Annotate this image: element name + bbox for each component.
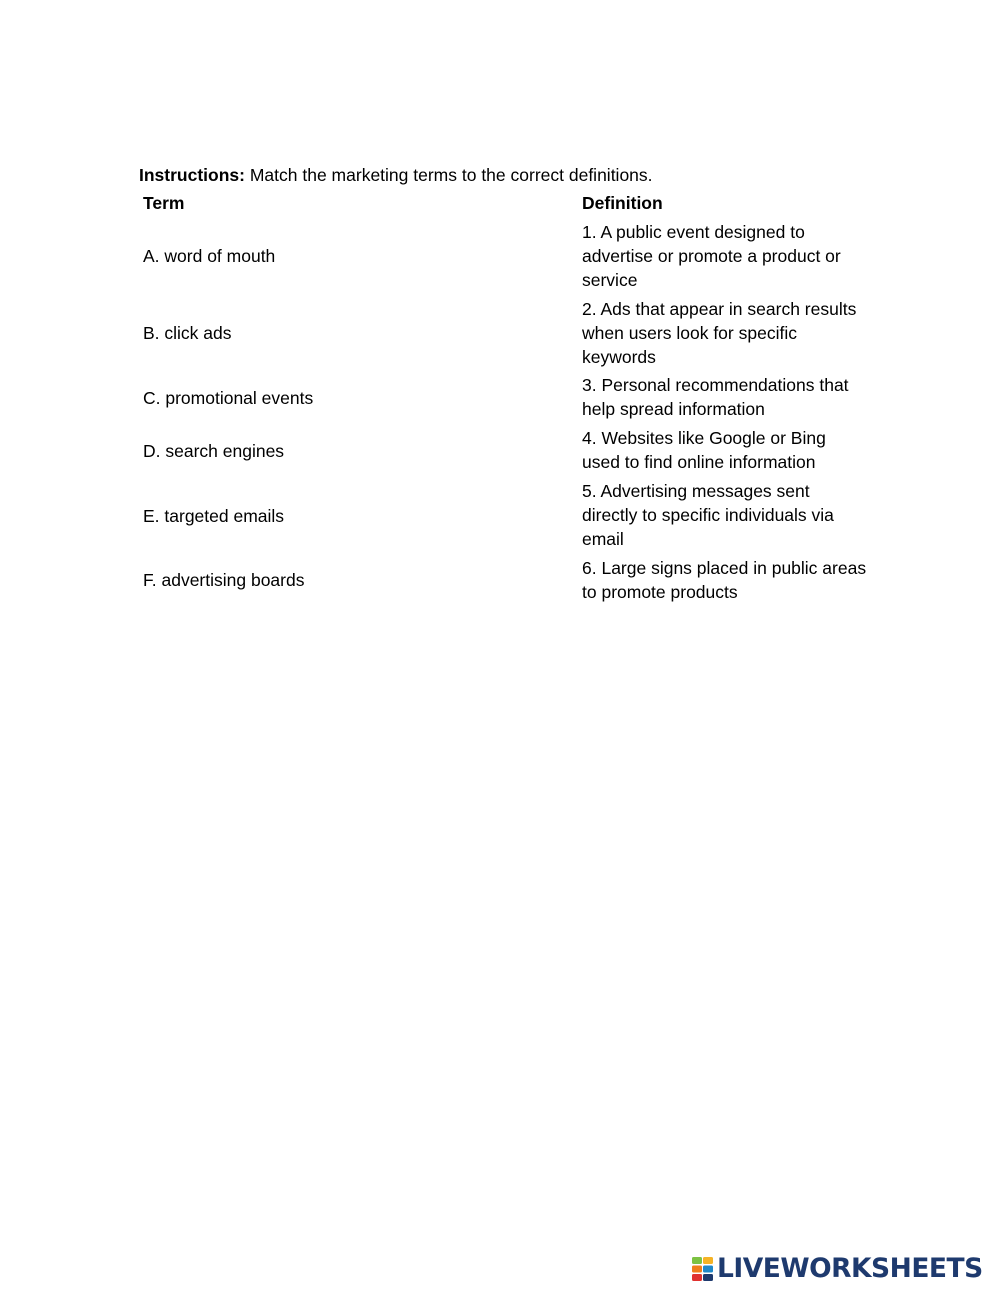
term-a: A. word of mouth <box>143 246 276 266</box>
liveworksheets-logo-text: LIVEWORKSHEETS <box>717 1253 983 1284</box>
instructions-text: Match the marketing terms to the correct definitions. <box>244 165 653 185</box>
term-c: C. promotional events <box>143 388 314 408</box>
definition-6: 6. Large signs placed in public areas to promote products <box>582 558 867 602</box>
term-f: F. advertising boards <box>143 570 305 590</box>
definition-4: 4. Websites like Google or Bing used to find online information <box>582 428 826 472</box>
term-e: E. targeted emails <box>143 506 285 526</box>
term-d: D. search engines <box>143 441 285 461</box>
instructions <box>139 163 653 187</box>
definition-column-header: Definition <box>582 193 663 213</box>
liveworksheets-logo <box>692 1254 983 1284</box>
definition-3: 3. Personal recommendations that help spread information <box>582 375 849 419</box>
term-column-header: Term <box>143 193 185 213</box>
liveworksheets-logo-icon <box>692 1256 714 1282</box>
definition-1: 1. A public event designed to advertise or promote a product or service <box>582 222 841 290</box>
definition-2: 2. Ads that appear in search results when users look for specific keywords <box>582 299 857 367</box>
definition-5: 5. Advertising messages sent directly to specific individuals via email <box>582 481 834 549</box>
instructions-label: Instructions: <box>139 165 245 185</box>
term-b: B. click ads <box>143 323 232 343</box>
